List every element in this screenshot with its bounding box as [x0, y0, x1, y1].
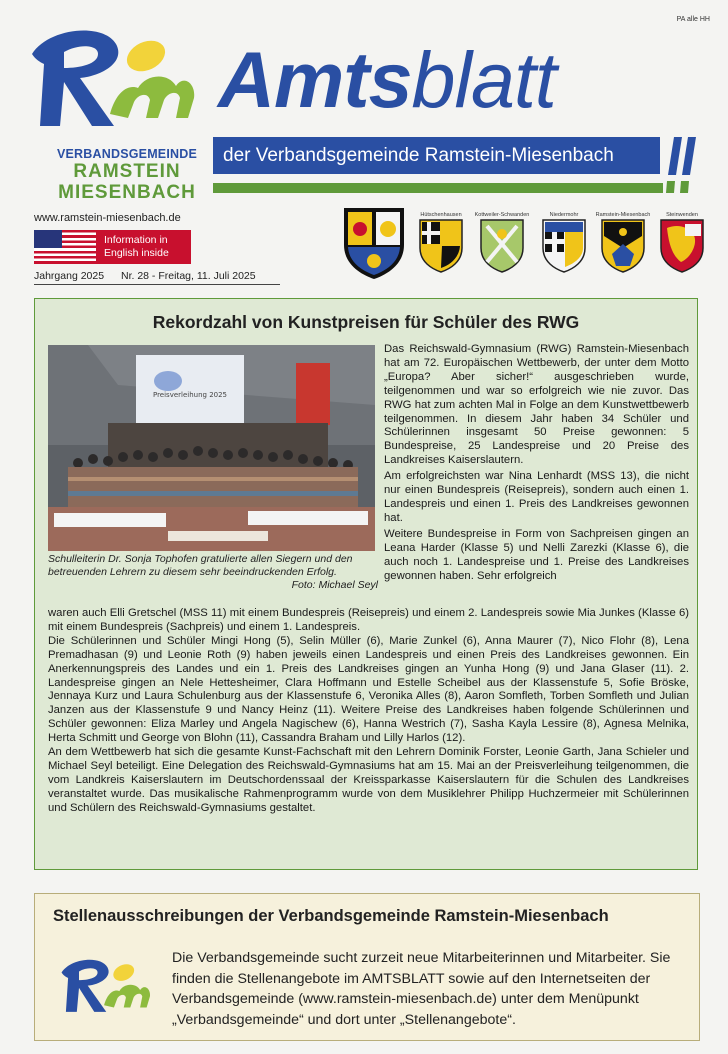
vg-name-line1: VERBANDSGEMEINDE: [56, 147, 198, 161]
article-photo: [48, 345, 375, 551]
coats-of-arms: [340, 205, 712, 285]
article-paragraph: waren auch Elli Gretschel (MSS 11) mit einem Bundespreis (Reisepreis) und einem 2. Landespreis sowie Mia Junkes (Klasse 6) mit einem Bundespreis (Sachpreis) und einem 1. Landespreis.: [48, 607, 689, 633]
crest-niedermohr: Niedermohr: [536, 205, 592, 279]
issue-number-date: Nr. 28 - Freitag, 11. Juli 2025: [120, 270, 256, 282]
jobs-text: Die Verbandsgemeinde sucht zurzeit neue Mitarbeiterinnen und Mitarbeiter. Sie finden die Stellenangebote im AMTSBLATT sowie auf den Internetseiten der Verbandsgemeinde (www.ramstein-miesenbach.de) unter dem Menüpunkt „Verbandsgemeinde“ und dort unter „Stellenangebote“.: [172, 950, 671, 1028]
green-divider: [213, 183, 663, 193]
masthead-blatt: blatt: [411, 35, 556, 124]
rm-logo-icon: [18, 14, 198, 144]
issue-volume: Jahrgang 2025: [34, 270, 105, 282]
article-full-width-text: [48, 607, 689, 816]
crest-steinwenden: Steinwenden: [654, 205, 710, 279]
caption-text: Schulleiterin Dr. Sonja Tophofen gratulierte allen Siegern und den betreuenden Lehrern zu diesem sehr beeindruckenden Erfolg.: [48, 553, 353, 578]
photo-credit: Foto: Michael Seyl: [291, 579, 378, 591]
article-paragraph: Weitere Bundespreise in Form von Sachpreisen gingen an Leana Harder (Klasse 5) und Nelli Zarezki (Klasse 6), die auch noch 1. Landespreise und 1. Preise des Landkreises gewonnen haben. Sehr erfolgreich: [384, 527, 689, 582]
us-flag-icon: [34, 230, 96, 264]
article-title: Rekordzahl von Kunstpreisen für Schüler des RWG: [152, 312, 580, 332]
article-paragraph: Die Schülerinnen und Schüler Mingi Hong (5), Selin Müller (6), Marie Zunkel (6), Anna Maurer (7), Nico Flohr (8), Lena Premadhasan (9) und Leonie Roth (9) haben jeweils einen Landespreis und einen Preis des Landkreises gewonnen. Ein Anerkennungspreis des Landes und ein 1. Preis des Landkreises gingen an Yunha Hong (9) und Jana Glaser (11). 2. Landespreise gingen an Nele Hettesheimer, Clara Hoffmann und Estelle Scheibel aus der Klassenstufe 5, Sofie Bröske, Jennaya Kurz und Laura Schulenburg aus der Klassenstufe 6, Veronika Alles (8), Aaron Somfleth, Torben Somfleth und Julian Janzen aus der Klassenstufe 9 und Nancy Heinz (11). Weitere Preise des Landkreises haben folgende Schülerinnen und Schüler gewonnen: Eliza Marley und Angela Nagischew (6), Hanna Westrich (7), Sasha Kayla Lessire (8), Agnesa Melnika, Herta Schmitt und George von Blohn (11), Cassandra Braham und Lilly Harlos (12).: [48, 634, 689, 745]
divider: [34, 284, 280, 285]
website-link[interactable]: www.ramstein-miesenbach.de: [34, 212, 181, 224]
masthead-subtitle: der Verbandsgemeinde Ramstein-Miesenbach: [213, 137, 660, 174]
article-column-text: [384, 343, 689, 585]
rm-logo-small-icon: [53, 954, 153, 1014]
vg-name-line3: MIESENBACH: [58, 182, 196, 203]
vg-logo: [18, 14, 198, 204]
article-paragraph: Das Reichswald-Gymnasium (RWG) Ramstein-Miesenbach hat am 72. Europäischen Wettbewerb, der unter dem Motto „Europa? Aber sicher!“ ausgeschrieben wurde, teilgenommen und war so erfolgreich wie nie zuvor. Das RWG hat zum achten Mal in Folge an dem Kunstwettbewerb teilgenommen. In diesem Jahr haben 34 Schüler und Schülerinnen insgesamt 50 Preise gewonnen: 5 Bundespreise, 25 Landespreise und 20 Preise des Landkreises Kaiserslautern.: [384, 343, 689, 467]
page-code: PA alle HH: [676, 16, 710, 23]
masthead-title: [218, 35, 556, 125]
crest-vg: [340, 205, 408, 286]
jobs-title: Stellenausschreibungen der Verbandsgemeinde Ramstein-Miesenbach: [53, 907, 609, 925]
group-photo-image: [48, 345, 375, 551]
crest-huetschenhausen: Hütschenhausen: [413, 205, 469, 279]
slash-marks-icon: [664, 135, 704, 195]
article-paragraph: An dem Wettbewerb hat sich die gesamte Kunst-Fachschaft mit den Lehrern Dominik Forster, Leonie Garth, Jana Schieler und Michael Seyl beteiligt. Eine Delegation des Reichswald-Gymnasiums hat am 15. Mai an der Preisverleihung teilgenommen, die vom Landkreis Kaiserslautern im Deutschordenssaal der Kreissparkasse Kaiserslautern für die Schulen des Landkreises veranstaltet wurde. Das musikalische Rahmenprogramm wurde von dem Musiklehrer Philipp Huchzermeier mit Schülerinnen und Schülern des Reichswald-Gymnasiums gestaltet.: [48, 746, 689, 814]
masthead-amts: Amts: [218, 35, 412, 124]
job-listings-box: [34, 893, 700, 1041]
issue-line: [34, 270, 270, 282]
vg-name-line2: RAMSTEIN: [73, 161, 181, 182]
english-info-badge[interactable]: [34, 230, 191, 264]
vg-name: [52, 147, 202, 203]
crest-kottweiler-schwanden: Kottweiler-Schwanden: [474, 205, 530, 279]
english-info-text: Information in English inside: [96, 230, 191, 264]
article-rwg: [34, 298, 698, 870]
photo-slide-text: Preisverleihung 2025: [152, 391, 228, 399]
article-paragraph: Am erfolgreichsten war Nina Lenhardt (MSS 13), die nicht nur einen Bundespreis (Reisepreis), sondern auch einen 1. Landespreis und einen 1. Preis des Landkreises gewonnen hat.: [384, 470, 689, 524]
photo-caption: [48, 553, 378, 592]
crest-ramstein-miesenbach: Ramstein-Miesenbach: [595, 205, 651, 279]
